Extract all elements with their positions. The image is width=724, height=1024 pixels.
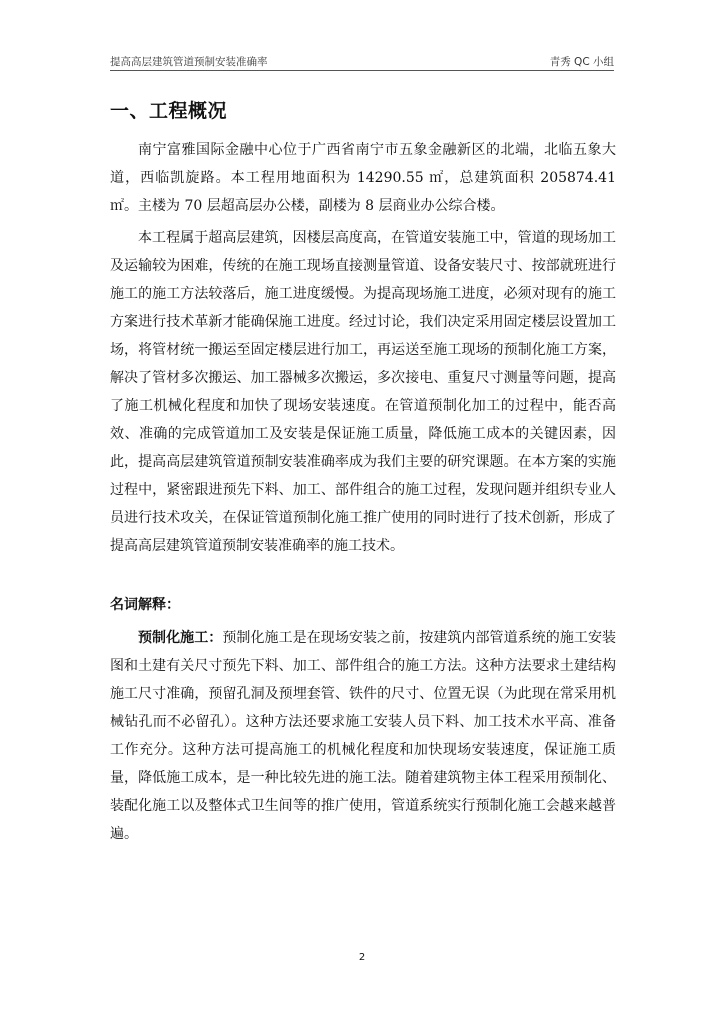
term-definition: 预制化施工是在现场安装之前，按建筑内部管道系统的施工安装图和土建有关尺寸预先下料、加工、部件组合的施工方法。这种方法要求土建结构施工尺寸准确，预留孔洞及预埋套管、铁件的尺寸、位置无误（为此现在常采用机械钻孔而不必留孔）。这种方法还要求施工安装人员下料、加工技术水平高、准备工作充分。这种方法可提高施工的机械化程度和加快现场安装速度，保证施工质量，降低施工成本，是一种比较先进的施工法。随着建筑物主体工程采用预制化、装配化施工以及整体式卫生间等的推广使用，管道系统实行预制化施工会越来越普遍。 xyxy=(110,630,617,842)
project-overview-paragraph-1: 南宁富雅国际金融中心位于广西省南宁市五象金融新区的北端，北临五象大道，西临凯旋路。本工程用地面积为 14290.55 ㎡，总建筑面积 205874.41 ㎡。主楼为 70 层超高层办公楼，副楼为 8 层商业办公综合楼。 xyxy=(110,142,616,214)
terms-heading: 名词解释： xyxy=(110,597,180,613)
header-document-title: 提高高层建筑管道预制安装准确率 xyxy=(110,56,268,68)
page-number: 2 xyxy=(358,952,366,963)
term-definition-paragraph xyxy=(110,624,616,848)
header-group-name: 青秀 QC 小组 xyxy=(549,56,614,68)
section-title: 一、工程概况 xyxy=(110,100,228,122)
project-overview-paragraph-2: 本工程属于超高层建筑，因楼层高度高，在管道安装施工中，管道的现场加工及运输较为困难，传统的在施工现场直接测量管道、设备安装尺寸、按部就班进行施工的施工方法较落后，施工进度缓慢。为提高现场施工进度，必须对现有的施工方案进行技术革新才能确保施工进度。经过讨论，我们决定采用固定楼层设置加工场，将管材统一搬运至固定楼层进行加工，再运送至施工现场的预制化施工方案，解决了管材多次搬运、加工器械多次搬运，多次接电、重复尺寸测量等问题，提高了施工机械化程度和加快了现场安装速度。在管道预制化加工的过程中，能否高效、准确的完成管道加工及安装是保证施工质量，降低施工成本的关键因素，因此，提高高层建筑管道预制安装准确率成为我们主要的研究课题。在本方案的实施过程中，紧密跟进预先下料、加工、部件组合的施工过程，发现问题并组织专业人员进行技术攻关，在保证管道预制化施工推广使用的同时进行了技术创新，形成了提高高层建筑管道预制安装准确率的施工技术。 xyxy=(110,230,616,554)
page-header xyxy=(110,52,614,71)
term-name: 预制化施工： xyxy=(138,630,223,646)
